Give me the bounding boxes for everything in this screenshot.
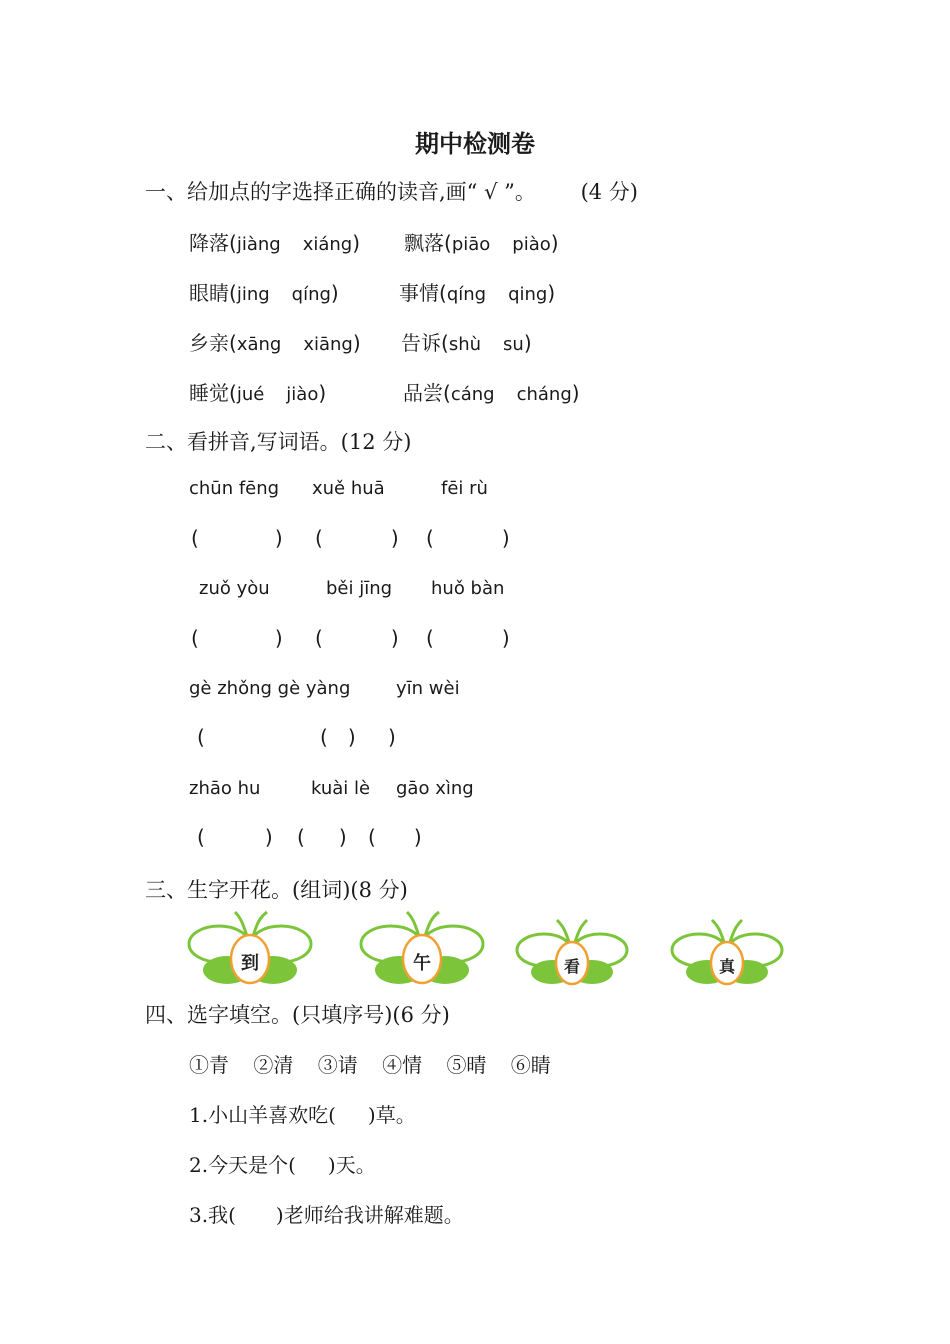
- section2-heading: 二、看拼音,写词语。(12 分): [145, 430, 412, 454]
- choice-word: 降落: [189, 231, 229, 255]
- pinyin-prompt: huǒ bàn: [431, 578, 505, 599]
- pinyin-prompt: gāo xìng: [396, 778, 474, 799]
- answer-blank[interactable]: ( ): [368, 825, 422, 849]
- option-list: [189, 1049, 551, 1078]
- section4-heading: 四、选字填空。(只填序号)(6 分): [145, 1003, 450, 1027]
- pinyin-choice-item: 睡觉(jué jiào): [189, 381, 327, 405]
- option-item: ⑥睛: [510, 1053, 551, 1077]
- pinyin-choice-item: 降落(jiàng xiáng): [189, 231, 361, 255]
- pinyin-prompt: yīn wèi: [396, 678, 460, 699]
- choice-option[interactable]: qing: [508, 284, 548, 305]
- pinyin-choice-item: 品尝(cáng cháng): [403, 381, 580, 405]
- choice-word: 飘落: [404, 231, 444, 255]
- choice-word: 品尝: [403, 381, 443, 405]
- section1-score: (4 分): [580, 180, 638, 204]
- fill-question-1: [189, 1099, 416, 1128]
- character-flower: [670, 918, 784, 988]
- option-item: ②清: [253, 1053, 294, 1077]
- pinyin-prompt: gè zhǒng gè yàng: [189, 678, 351, 699]
- choice-option[interactable]: xiāng: [303, 334, 353, 355]
- question-text: 3.我(: [189, 1203, 236, 1227]
- answer-blank[interactable]: ( ): [191, 626, 283, 650]
- option-item: ⑤晴: [446, 1053, 487, 1077]
- choice-option[interactable]: piào: [512, 234, 551, 255]
- character-flower: [187, 910, 313, 988]
- flower-character: 真: [718, 957, 735, 976]
- answer-blank[interactable]: ( ): [315, 626, 399, 650]
- option-item: ③请: [317, 1053, 358, 1077]
- section1-heading-text: 一、给加点的字选择正确的读音,画“ √ ”。: [145, 180, 536, 204]
- pinyin-prompt: fēi rù: [441, 478, 488, 499]
- pinyin-prompt: kuài lè: [311, 778, 371, 799]
- question-text: )老师给我讲解难题。: [275, 1203, 464, 1227]
- choice-option[interactable]: jué: [236, 384, 265, 405]
- flower-character: 午: [413, 953, 431, 974]
- option-item: ①青: [189, 1053, 229, 1077]
- answer-blank[interactable]: (: [197, 725, 205, 749]
- pinyin-choice-item: 事情(qíng qing): [399, 281, 556, 305]
- page-title: 期中检测卷: [415, 129, 535, 158]
- answer-blank-close[interactable]: ): [388, 725, 396, 749]
- choice-option[interactable]: qíng: [291, 284, 331, 305]
- choice-option[interactable]: xiáng: [302, 234, 353, 255]
- question-text: 2.今天是个(: [189, 1153, 296, 1177]
- answer-blank[interactable]: ( ): [191, 526, 283, 550]
- answer-blank[interactable]: ( ): [426, 626, 510, 650]
- option-item: ④情: [382, 1053, 423, 1077]
- pinyin-choice-item: 飘落(piāo piào): [404, 231, 559, 255]
- character-flower: [515, 918, 629, 988]
- flower-character: 到: [241, 953, 259, 974]
- choice-option[interactable]: jiào: [286, 384, 319, 405]
- flower-graphic: [515, 918, 629, 988]
- question-text: 1.小山羊喜欢吃(: [189, 1103, 336, 1127]
- choice-word: 睡觉: [189, 381, 229, 405]
- choice-option[interactable]: xāng: [236, 334, 282, 355]
- choice-option[interactable]: jiàng: [236, 234, 281, 255]
- choice-option[interactable]: su: [503, 334, 524, 355]
- pinyin-prompt: zuǒ yòu: [199, 578, 270, 599]
- choice-option[interactable]: jing: [236, 284, 270, 305]
- pinyin-choice-item: 乡亲(xāng xiāng): [189, 331, 361, 355]
- pinyin-prompt: chūn fēng: [189, 478, 280, 499]
- pinyin-choice-item: 告诉(shù su): [401, 331, 532, 355]
- pinyin-choice-item: 眼睛(jing qíng): [189, 281, 339, 305]
- choice-option[interactable]: piāo: [451, 234, 491, 255]
- choice-word: 乡亲: [189, 331, 229, 355]
- section1-heading: [145, 176, 638, 206]
- section3-heading: 三、生字开花。(组词)(8 分): [145, 878, 408, 902]
- pinyin-prompt: xuě huā: [312, 478, 385, 499]
- choice-option[interactable]: cáng: [450, 384, 495, 405]
- choice-word: 事情: [399, 281, 439, 305]
- choice-word: 告诉: [401, 331, 441, 355]
- answer-blank[interactable]: ( ): [297, 825, 347, 849]
- flower-graphic: [670, 918, 784, 988]
- question-text: )天。: [327, 1153, 376, 1177]
- choice-option[interactable]: shù: [448, 334, 482, 355]
- answer-blank[interactable]: ( ): [315, 526, 399, 550]
- choice-option[interactable]: cháng: [516, 384, 572, 405]
- pinyin-prompt: zhāo hu: [189, 778, 261, 799]
- fill-question-2: [189, 1149, 376, 1178]
- flower-character: 看: [563, 957, 580, 976]
- pinyin-prompt: běi jīng: [326, 578, 393, 599]
- choice-option[interactable]: qíng: [446, 284, 487, 305]
- answer-blank[interactable]: ( ): [197, 825, 273, 849]
- answer-blank[interactable]: ( ): [426, 526, 510, 550]
- fill-question-3: [189, 1199, 464, 1228]
- choice-word: 眼睛: [189, 281, 229, 305]
- question-text: )草。: [367, 1103, 416, 1127]
- answer-blank[interactable]: ( ): [320, 725, 356, 749]
- character-flower: [359, 910, 485, 988]
